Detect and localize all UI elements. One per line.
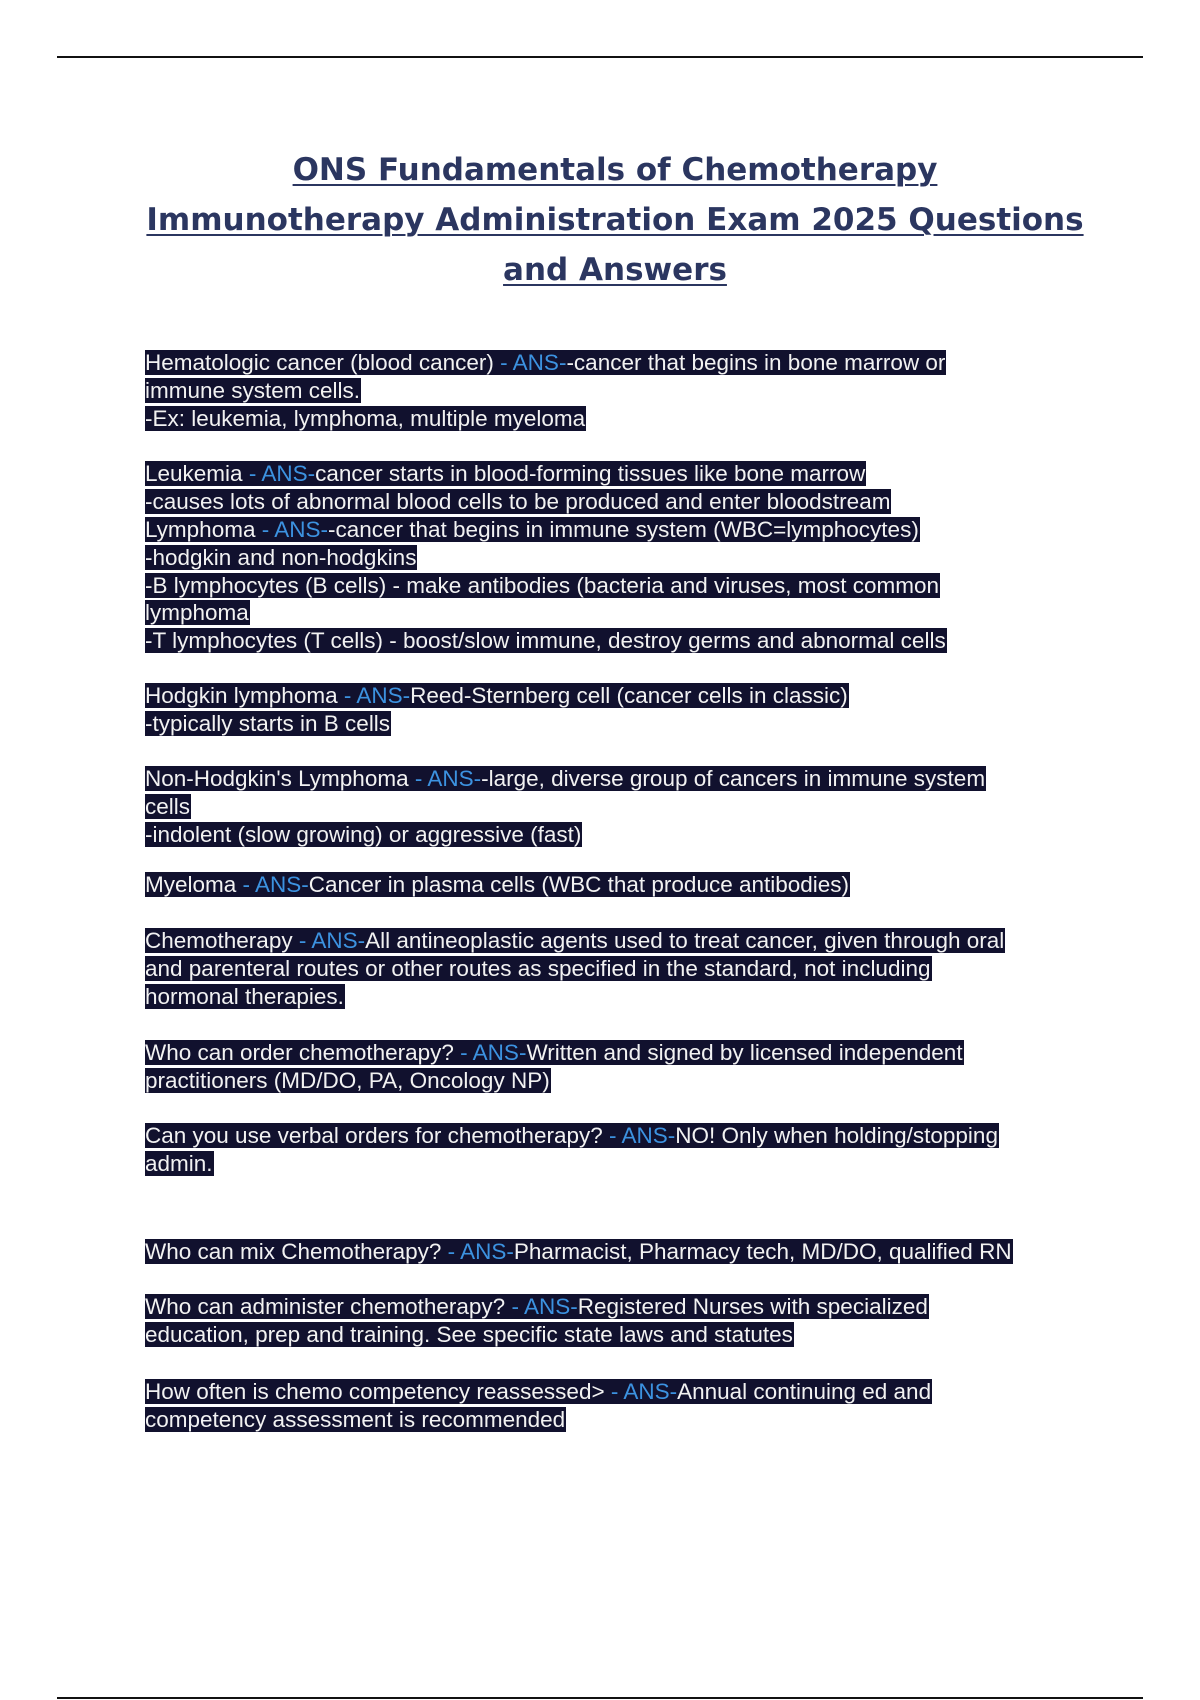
highlighted-text	[145, 1379, 932, 1404]
qa-entry	[145, 1293, 929, 1349]
ans-marker: - ANS-	[602, 1123, 676, 1148]
answer-text: practitioners (MD/DO, PA, Oncology NP)	[145, 1067, 550, 1093]
qa-line	[145, 627, 947, 655]
answer-text: Reed-Sternberg cell (cancer cells in classic)	[410, 683, 848, 708]
qa-entry	[145, 1039, 964, 1095]
qa-line	[145, 983, 1005, 1011]
highlighted-text	[145, 350, 946, 375]
qa-entry	[145, 516, 947, 655]
qa-line	[145, 1321, 929, 1349]
question-term: Non-Hodgkin's Lymphoma	[145, 766, 409, 791]
qa-line	[145, 599, 947, 627]
answer-text: competency assessment is recommended	[145, 1406, 566, 1432]
ans-marker: - ANS-	[441, 1239, 514, 1264]
qa-entry	[145, 682, 849, 738]
qa-entry	[145, 1238, 1013, 1266]
qa-line	[145, 1378, 932, 1406]
ans-marker: - ANS-	[337, 683, 411, 708]
highlighted-text	[145, 600, 250, 625]
question-term: Myeloma	[145, 872, 237, 897]
highlighted-text	[145, 489, 891, 514]
qa-line	[145, 793, 986, 821]
ans-marker: - ANS-	[493, 350, 567, 375]
answer-text: Annual continuing ed and	[677, 1379, 932, 1404]
qa-line	[145, 377, 946, 405]
qa-line	[145, 460, 891, 488]
ans-marker: - ANS-	[505, 1294, 578, 1319]
qa-line	[145, 488, 891, 516]
question-term: Who can mix Chemotherapy?	[145, 1239, 442, 1264]
answer-text: Registered Nurses with specialized	[577, 1294, 928, 1319]
highlighted-text	[145, 406, 586, 431]
ans-marker: - ANS-	[292, 928, 366, 953]
highlighted-text	[145, 1151, 214, 1176]
title-line-1: ONS Fundamentals of Chemotherapy	[292, 152, 938, 188]
qa-line	[145, 821, 986, 849]
qa-line	[145, 1293, 929, 1321]
question-term: Who can administer chemotherapy?	[145, 1294, 506, 1319]
highlighted-text	[145, 1040, 964, 1065]
question-term: Who can order chemotherapy?	[145, 1040, 454, 1065]
highlighted-text	[145, 766, 986, 791]
qa-line	[145, 544, 947, 572]
qa-line	[145, 1406, 932, 1434]
answer-text: -typically starts in B cells	[145, 710, 391, 736]
highlighted-text	[145, 628, 947, 653]
title-line-3: and Answers	[503, 252, 727, 288]
question-term: Lymphoma	[145, 517, 256, 542]
question-term: Leukemia	[145, 461, 243, 486]
answer-text: Written and signed by licensed independent	[526, 1040, 963, 1065]
highlighted-text	[145, 1322, 794, 1347]
answer-text: Pharmacist, Pharmacy tech, MD/DO, qualified RN	[513, 1239, 1012, 1264]
ans-marker: - ANS-	[453, 1040, 527, 1065]
answer-text: and parenteral routes or other routes as specified in the standard, not including	[145, 955, 931, 981]
answer-text: -Ex: leukemia, lymphoma, multiple myeloma	[145, 405, 586, 431]
highlighted-text	[145, 822, 582, 847]
answer-text: admin.	[145, 1150, 213, 1176]
qa-line	[145, 871, 850, 899]
highlighted-text	[145, 1068, 551, 1093]
title-line-2: Immunotherapy Administration Exam 2025 Questions	[146, 202, 1084, 238]
ans-marker: - ANS-	[408, 766, 482, 791]
highlighted-text	[145, 573, 940, 598]
qa-line	[145, 572, 947, 600]
question-term: Can you use verbal orders for chemotherapy?	[145, 1123, 603, 1148]
qa-line	[145, 955, 1005, 983]
highlighted-text	[145, 1294, 929, 1319]
answer-text: -large, diverse group of cancers in immune system	[481, 766, 986, 791]
answer-text: -cancer that begins in bone marrow or	[566, 350, 946, 375]
highlighted-text	[145, 517, 920, 542]
ans-marker: - ANS-	[242, 461, 316, 486]
answer-text: education, prep and training. See specific state laws and statutes	[145, 1321, 793, 1347]
highlighted-text	[145, 545, 417, 570]
answer-text: immune system cells.	[145, 377, 361, 403]
highlighted-text	[145, 683, 849, 708]
qa-entry	[145, 1122, 999, 1178]
qa-line	[145, 710, 849, 738]
qa-line	[145, 1039, 964, 1067]
question-term: Hematologic cancer (blood cancer)	[145, 350, 494, 375]
bottom-rule	[57, 1697, 1143, 1699]
highlighted-text	[145, 1123, 999, 1148]
qa-line	[145, 1122, 999, 1150]
answer-text: -causes lots of abnormal blood cells to be produced and enter bloodstream	[145, 488, 891, 514]
highlighted-text	[145, 872, 850, 897]
qa-entry	[145, 349, 946, 432]
document-title	[120, 145, 1110, 295]
ans-marker: - ANS-	[604, 1379, 678, 1404]
qa-line	[145, 1238, 1013, 1266]
highlighted-text	[145, 378, 361, 403]
highlighted-text	[145, 984, 345, 1009]
question-term: How often is chemo competency reassessed>	[145, 1379, 605, 1404]
qa-line	[145, 405, 946, 433]
qa-entry	[145, 871, 850, 899]
answer-text: NO! Only when holding/stopping	[675, 1123, 998, 1148]
qa-line	[145, 1067, 964, 1095]
qa-entry	[145, 460, 891, 516]
ans-marker: - ANS-	[255, 517, 328, 542]
qa-entry	[145, 1378, 932, 1434]
answer-text: All antineoplastic agents used to treat cancer, given through oral	[365, 928, 1005, 953]
qa-line	[145, 682, 849, 710]
answer-text: hormonal therapies.	[145, 983, 344, 1009]
answer-text: lymphoma	[145, 600, 249, 626]
qa-line	[145, 349, 946, 377]
highlighted-text	[145, 461, 866, 486]
qa-entry	[145, 927, 1005, 1010]
highlighted-text	[145, 1239, 1013, 1264]
highlighted-text	[145, 711, 391, 736]
question-term: Hodgkin lymphoma	[145, 683, 338, 708]
answer-text: -indolent (slow growing) or aggressive (fast)	[145, 821, 582, 847]
answer-text: -hodgkin and non-hodgkins	[145, 544, 417, 570]
highlighted-text	[145, 794, 191, 819]
answer-text: Cancer in plasma cells (WBC that produce antibodies)	[308, 872, 850, 897]
answer-text: cells	[145, 793, 191, 819]
qa-entry	[145, 765, 986, 848]
top-rule	[57, 56, 1143, 58]
answer-text: -cancer that begins in immune system (WBC=lymphocytes)	[327, 517, 919, 542]
ans-marker: - ANS-	[236, 872, 309, 897]
highlighted-text	[145, 1407, 566, 1432]
qa-line	[145, 516, 947, 544]
answer-text: -B lymphocytes (B cells) - make antibodies (bacteria and viruses, most common	[145, 572, 940, 598]
highlighted-text	[145, 956, 932, 981]
qa-line	[145, 927, 1005, 955]
qa-line	[145, 1150, 999, 1178]
question-term: Chemotherapy	[145, 928, 293, 953]
answer-text: -T lymphocytes (T cells) - boost/slow immune, destroy germs and abnormal cells	[145, 628, 946, 654]
highlighted-text	[145, 928, 1005, 953]
answer-text: cancer starts in blood-forming tissues like bone marrow	[315, 461, 866, 486]
qa-line	[145, 765, 986, 793]
